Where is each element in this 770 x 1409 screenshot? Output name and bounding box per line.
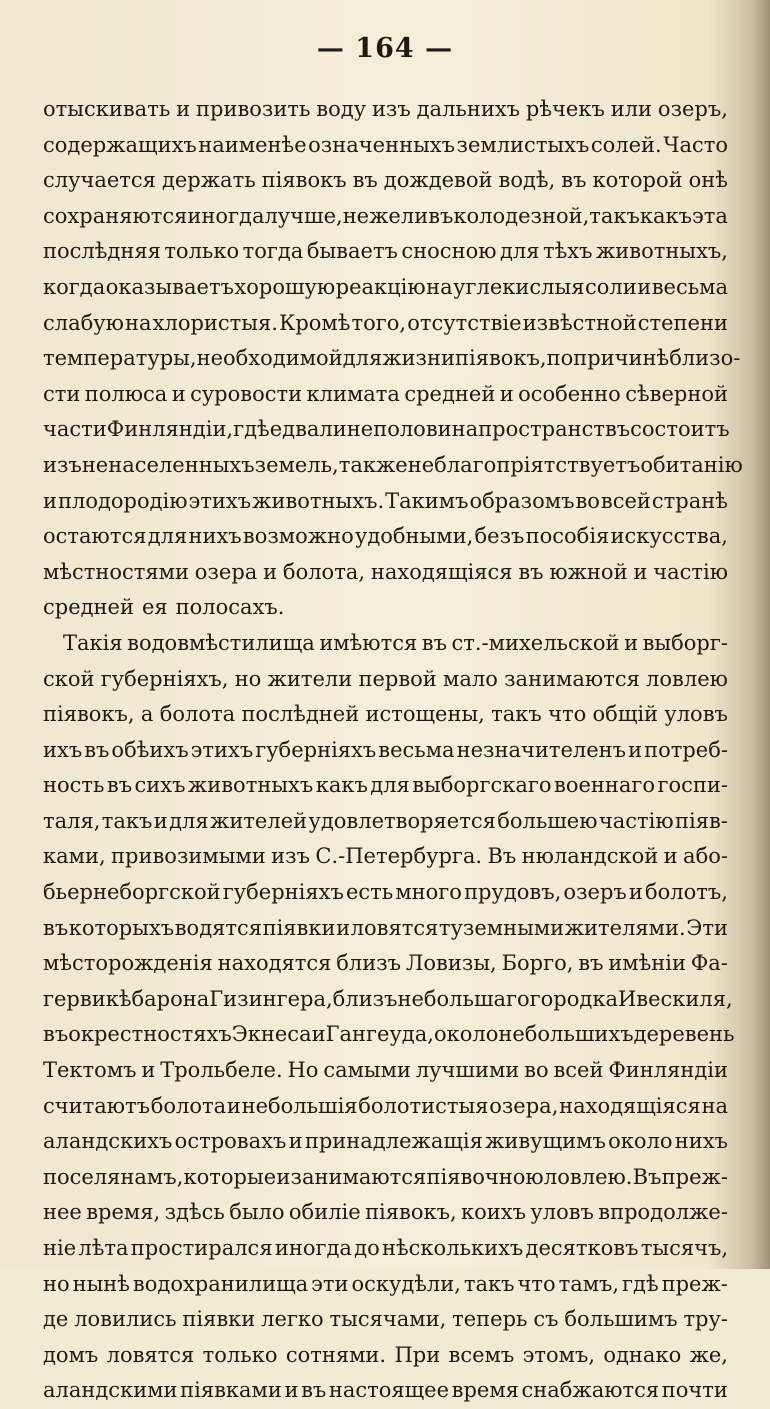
text-line: слабую на хлористыя. Кромѣ того, отсутствіе извѣстной степени	[43, 310, 728, 335]
text-line: бьернеборгской губерніяхъ есть много прудовъ, озеръ и болотъ,	[43, 880, 728, 905]
text-line: гервикѣ барона Гизингера, близъ небольшаго городка Ивескиля,	[43, 986, 733, 1011]
text-line: Такія водовмѣстилища имѣются въ ст.-михельской и выборг-	[63, 630, 728, 655]
text-line: мѣсторожденія находятся близъ Ловизы, Борго, въ имѣніи Фа-	[43, 951, 728, 976]
text-line: части Финляндіи, гдѣ едва ли не половина пространствъ состоитъ	[43, 417, 730, 442]
text-line: отыскивать и привозить воду изъ дальнихъ рѣчекъ или озеръ,	[43, 97, 728, 121]
page-number: — 164 —	[316, 33, 454, 64]
text-line: когда оказываетъ хорошую реакцію на углекислыя соли и весьма	[43, 274, 728, 299]
text-line: нее время, здѣсь было обиліе піявокъ, коихъ уловъ впродолже-	[43, 1200, 728, 1225]
text-line: въ окрестностяхъ Экнеса и Гангеуда, около небольшихъ деревень	[43, 1022, 735, 1047]
text-line: Тектомъ и Трольбеле. Но самыми лучшими во всей Финляндіи	[43, 1058, 728, 1083]
text-line: случается держать піявокъ въ дождевой водѣ, въ которой онѣ	[43, 168, 728, 193]
text-line: де ловились піявки легко тысячами, теперь съ большимъ тру-	[43, 1307, 728, 1332]
text-line: ихъ въ обѣихъ этихъ губерніяхъ весьма незначителенъ и потреб-	[43, 737, 728, 762]
text-line: таля, такъ и для жителей удовлетворяется большею частію піяв-	[43, 808, 728, 833]
text-line: ность въ сихъ животныхъ какъ для выборгскаго военнаго госпи-	[43, 773, 728, 798]
text-line: въ которыхъ водятся піявки и ловятся туземными жителями. Эти	[43, 915, 728, 940]
text-line: домъ ловятся только сотнями. При всемъ этомъ, однако же,	[43, 1342, 728, 1367]
text-line: аландскими піявками и въ настоящее время снабжаются почти	[43, 1378, 728, 1403]
text-line: сти полюса и суровости климата средней и особенно сѣверной	[43, 381, 728, 406]
page-edge-shadow	[752, 0, 770, 1269]
text-line: послѣдняя только тогда бываетъ сносною для тѣхъ животныхъ,	[43, 239, 728, 264]
text-line: сохраняются иногда лучше, нежели въ колодезной, такъ какъ эта	[43, 203, 728, 228]
text-line: поселянамъ, которые и занимаются піявочною ловлею. Въ преж-	[43, 1164, 728, 1189]
text-line: піявокъ, а болота послѣдней истощены, такъ что общій уловъ	[43, 702, 728, 727]
text-line: ніе лѣта простирался иногда до нѣсколькихъ десятковъ тысячъ,	[43, 1236, 728, 1260]
text-line: и плодородію этихъ животныхъ. Такимъ образомъ во всей странѣ	[43, 488, 728, 513]
text-line: содержащихъ наименѣе означенныхъ землистыхъ солей. Часто	[43, 132, 728, 157]
text-line: но нынѣ водохранилища эти оскудѣли, такъ что тамъ, гдѣ преж-	[43, 1271, 728, 1296]
text-line: температуры, необходимой для жизни піявокъ, по причинѣ близо-	[43, 346, 741, 371]
text-line: мѣстностями озера и болота, находящіяся въ южной и частію	[43, 559, 728, 584]
text-line: считаютъ болота и небольшія болотистыя озера, находящіяся на	[43, 1093, 728, 1118]
text-line: ской губерніяхъ, но жители первой мало занимаются ловлею	[43, 666, 728, 691]
text-line: средней ея полосахъ.	[43, 595, 285, 620]
text-line: остаются для нихъ возможно удобными, безъ пособія искусства,	[43, 524, 728, 549]
text-line: изъ ненаселенныхъ земель, также не благопріятствуетъ обитанію	[43, 452, 743, 477]
body-text	[43, 92, 743, 1409]
text-line: ками, привозимыми изъ С.-Петербурга. Въ нюландской и або-	[43, 844, 728, 869]
text-line: аландскихъ островахъ и принадлежащія живущимъ около нихъ	[43, 1129, 728, 1154]
